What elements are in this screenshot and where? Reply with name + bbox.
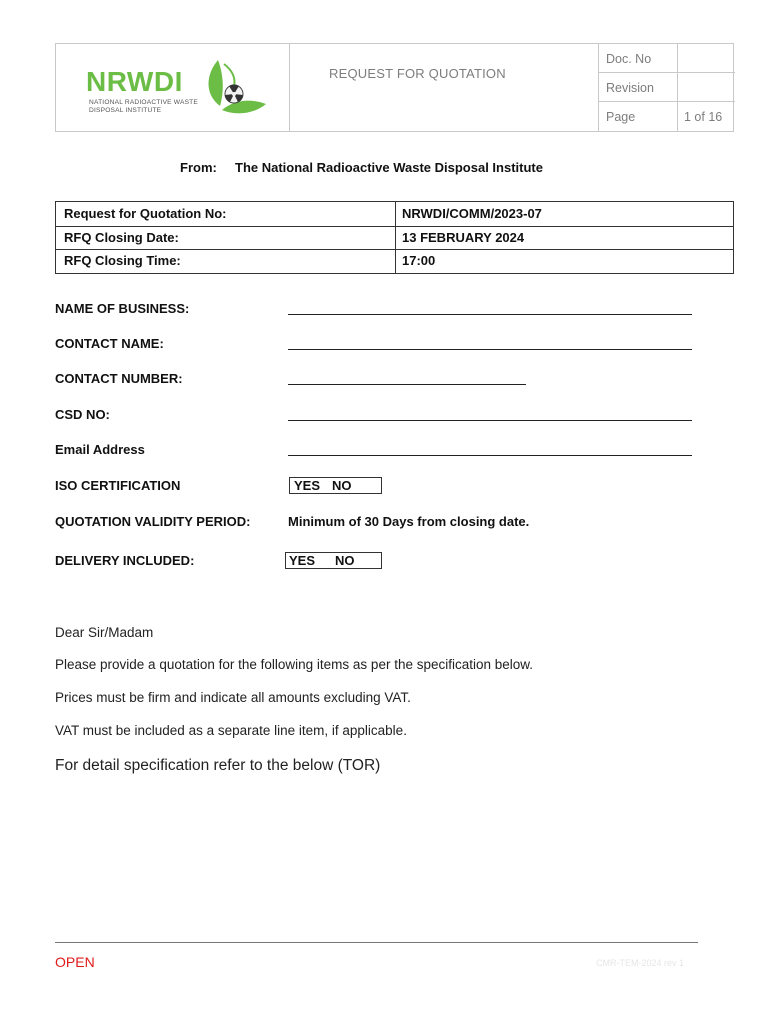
rfq-number-value: NRWDI/COMM/2023-07: [402, 206, 542, 221]
closing-date-value: 13 FEBRUARY 2024: [402, 230, 525, 245]
from-value: The National Radioactive Waste Disposal Institute: [235, 160, 543, 175]
doc-no-label: Doc. No: [606, 52, 652, 66]
validity-period-value: Minimum of 30 Days from closing date.: [288, 514, 530, 529]
delivery-yes-no-box[interactable]: [285, 552, 382, 569]
logo-wordmark: NRWDI: [86, 66, 183, 97]
business-name-field[interactable]: [288, 314, 692, 315]
delivery-no-option[interactable]: NO: [335, 553, 355, 568]
csd-no-label: CSD NO:: [55, 407, 110, 422]
email-label: Email Address: [55, 442, 145, 457]
revision-label: Revision: [606, 81, 654, 95]
contact-number-label: CONTACT NUMBER:: [55, 371, 183, 386]
title-cell: [289, 44, 599, 131]
from-label: From:: [180, 160, 217, 175]
contact-name-field[interactable]: [288, 349, 692, 350]
validity-period-label: QUOTATION VALIDITY PERIOD:: [55, 514, 251, 529]
rfq-details-table: [55, 201, 734, 274]
iso-no-option[interactable]: NO: [332, 478, 352, 493]
logo-subtitle-line2: DISPOSAL INSTITUTE: [89, 107, 162, 114]
delivery-included-label: DELIVERY INCLUDED:: [55, 553, 195, 568]
delivery-yes-option[interactable]: YES: [289, 553, 316, 568]
business-name-label: NAME OF BUSINESS:: [55, 301, 190, 316]
closing-date-label: RFQ Closing Date:: [64, 230, 179, 245]
closing-time-value: 17:00: [402, 253, 436, 268]
document-title: REQUEST FOR QUOTATION: [329, 66, 506, 81]
instruction-paragraph-1: Please provide a quotation for the following items as per the specification below.: [55, 657, 534, 672]
iso-certification-label: ISO CERTIFICATION: [55, 478, 181, 493]
iso-yes-no-box[interactable]: [289, 477, 382, 494]
page-value: 1 of 16: [684, 110, 723, 124]
footer-divider: [55, 942, 698, 943]
logo-subtitle-line1: NATIONAL RADIOACTIVE WASTE: [89, 99, 199, 106]
contact-number-field[interactable]: [288, 384, 526, 385]
revision-row: [598, 73, 735, 102]
document-header: [55, 43, 734, 132]
page-label: Page: [606, 110, 636, 124]
doc-no-row: [598, 44, 735, 73]
closing-time-label: RFQ Closing Time:: [64, 253, 181, 268]
instruction-paragraph-4: For detail specification refer to the below (TOR): [55, 757, 381, 774]
instruction-paragraph-3: VAT must be included as a separate line item, if applicable.: [55, 723, 407, 738]
radiation-leaf-logo-icon: [198, 56, 270, 122]
page-row: [598, 102, 735, 131]
salutation: Dear Sir/Madam: [55, 625, 154, 640]
logo-cell: [56, 44, 290, 131]
contact-name-label: CONTACT NAME:: [55, 336, 164, 351]
csd-no-field[interactable]: [288, 420, 692, 421]
classification-label: OPEN: [55, 954, 95, 970]
rfq-number-label: Request for Quotation No:: [64, 206, 227, 221]
footer-reference: CMR-TEM-2024 rev 1: [596, 958, 685, 968]
iso-yes-option[interactable]: YES: [294, 478, 321, 493]
email-field[interactable]: [288, 455, 692, 456]
instruction-paragraph-2: Prices must be firm and indicate all amounts excluding VAT.: [55, 690, 411, 705]
